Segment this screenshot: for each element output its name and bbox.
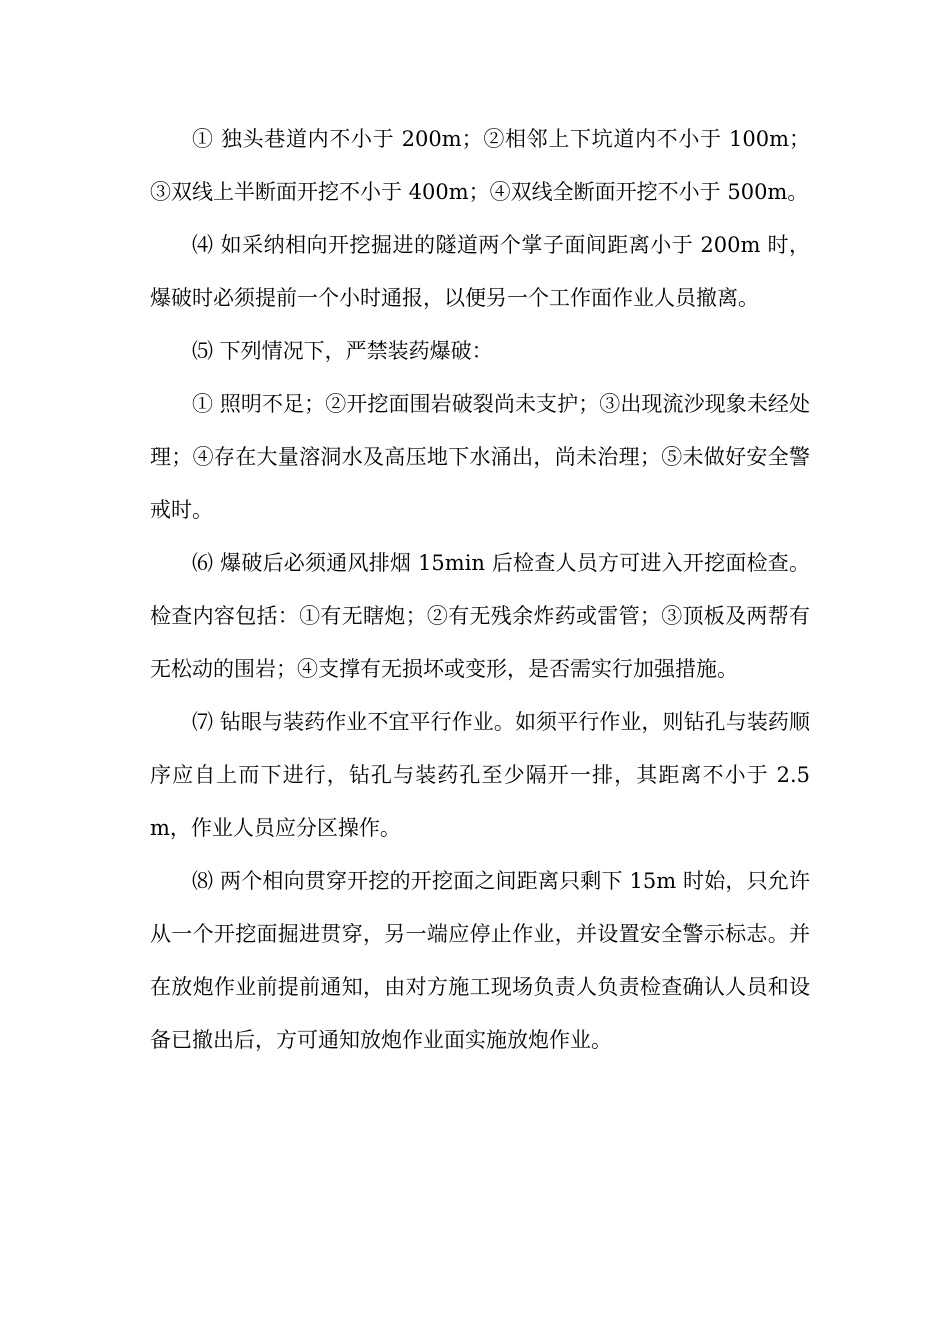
paragraph-item-6: ⑹ 爆破后必须通风排烟 15min 后检查人员方可进入开挖面检查。检查内容包括：①有无瞎炮；②有无残余炸药或雷管；③顶板及两帮有无松动的围岩；④支撑有无损坏或变形，是否需实行加强措施。 bbox=[150, 551, 810, 681]
paragraph-prohibited-conditions: ① 照明不足；②开挖面围岩破裂尚未支护；③出现流沙现象未经处理；④存在大量溶洞水及高压地下水涌出，尚未治理；⑤未做好安全警戒时。 bbox=[150, 392, 810, 522]
paragraph-distance-limits: ① 独头巷道内不小于 200m；②相邻上下坑道内不小于 100m；③双线上半断面开挖不小于 400m；④双线全断面开挖不小于 500m。 bbox=[150, 127, 810, 204]
paragraph-item-5: ⑸ 下列情况下，严禁装药爆破： bbox=[192, 339, 493, 363]
paragraph-item-8: ⑻ 两个相向贯穿开挖的开挖面之间距离只剩下 15m 时始，只允许从一个开挖面掘进贯穿，另一端应停止作业，并设置安全警示标志。并在放炮作业前提前通知，由对方施工现场负责人负责检查确认人员和设备已撤出后，方可通知放炮作业面实施放炮作业。 bbox=[150, 869, 810, 1052]
paragraph-item-7: ⑺ 钻眼与装药作业不宜平行作业。如须平行作业，则钻孔与装药顺序应自上而下进行，钻孔与装药孔至少隔开一排，其距离不小于 2.5m，作业人员应分区操作。 bbox=[150, 710, 810, 840]
document-body bbox=[150, 113, 810, 1067]
paragraph-item-4: ⑷ 如采纳相向开挖掘进的隧道两个掌子面间距离小于 200m 时，爆破时必须提前一个小时通报，以便另一个工作面作业人员撤离。 bbox=[150, 233, 810, 310]
